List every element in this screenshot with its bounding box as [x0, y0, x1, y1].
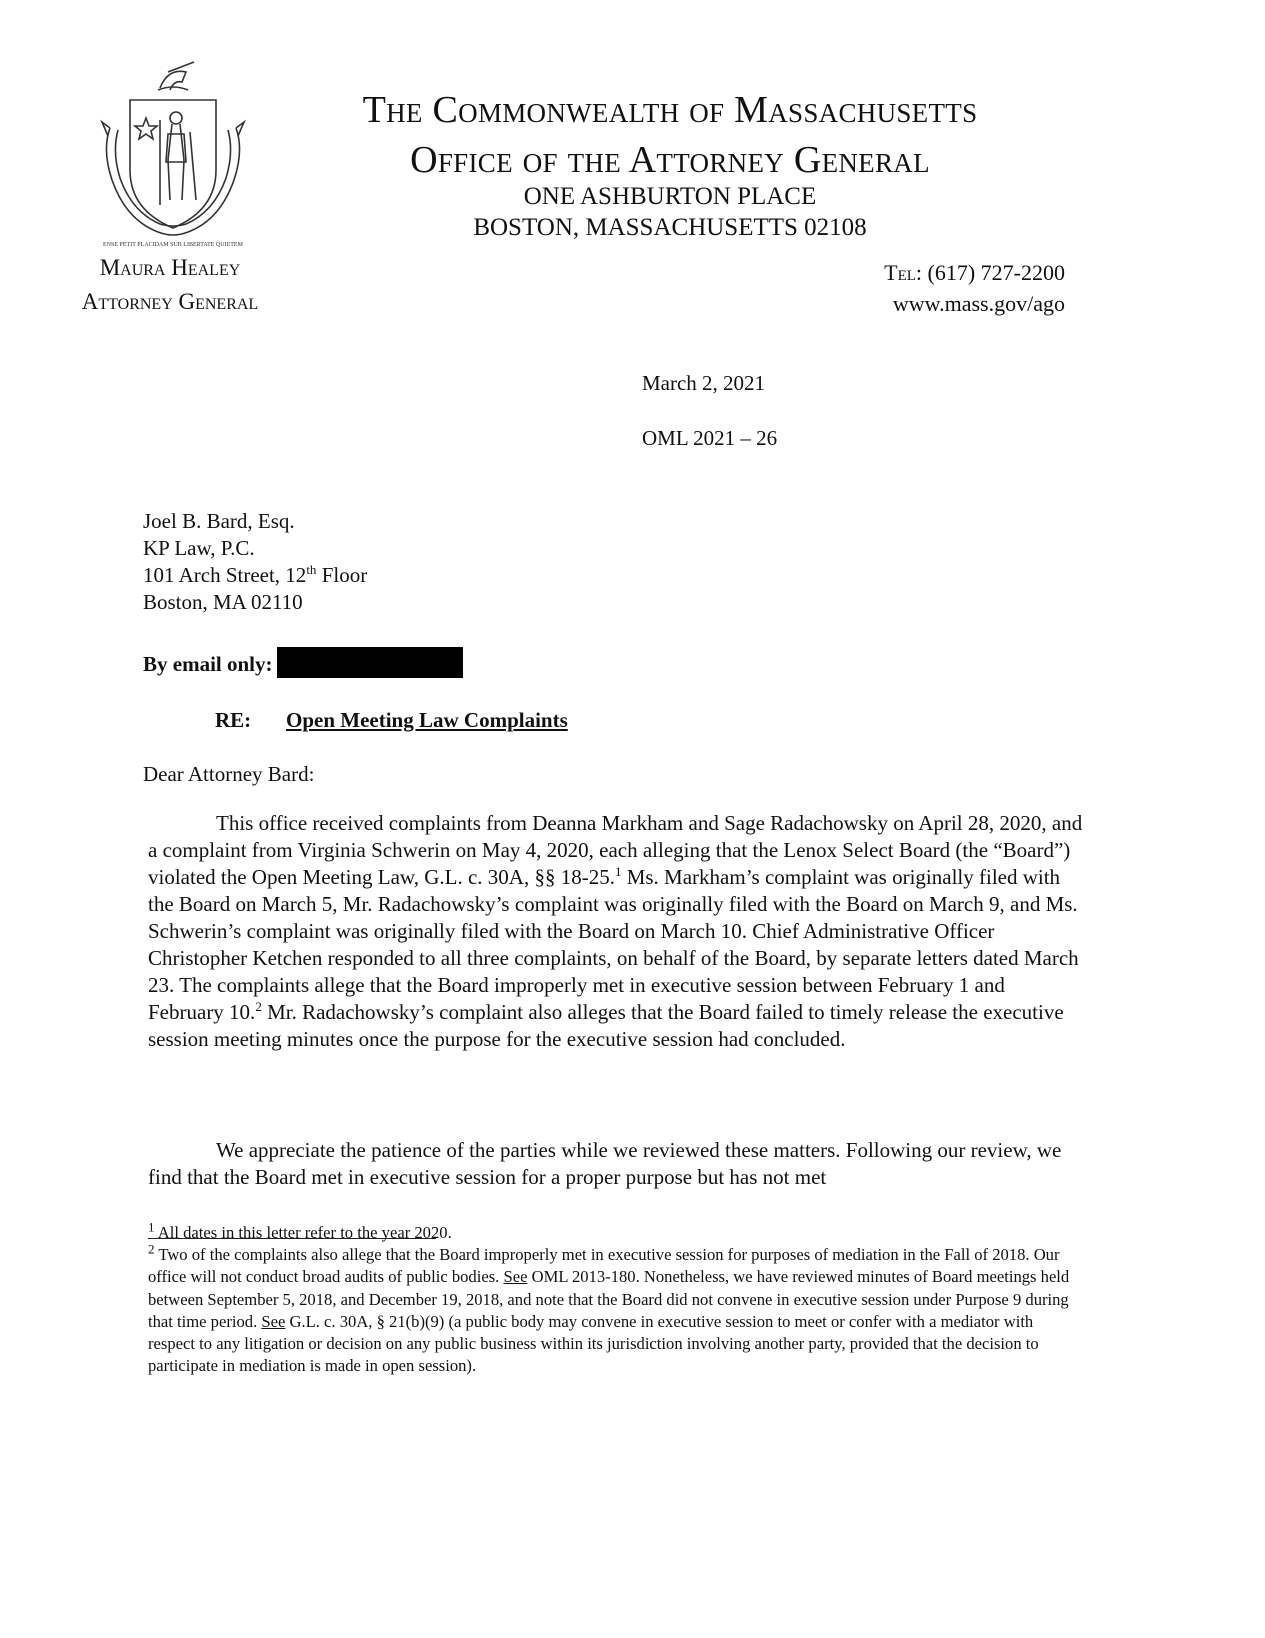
- re-subject: Open Meeting Law Complaints: [286, 708, 568, 732]
- redacted-email: [277, 647, 463, 678]
- recipient-address: [143, 508, 367, 616]
- oml-number: OML 2021 – 26: [642, 426, 778, 450]
- attorney-name: Maura Healey: [99, 255, 241, 280]
- letter-date: March 2, 2021: [642, 371, 766, 395]
- massachusetts-seal-icon: [98, 60, 248, 250]
- header-address-city: BOSTON, MASSACHUSETTS 02108: [473, 214, 867, 241]
- header-office: Office of the Attorney General: [410, 139, 930, 181]
- by-email-label: By email only:: [143, 652, 273, 676]
- salutation: Dear Attorney Bard:: [143, 762, 315, 786]
- website: www.mass.gov/ago: [892, 291, 1065, 316]
- recipient-city: Boston, MA 02110: [143, 590, 303, 614]
- body-paragraph-2: We appreciate the patience of the parties while we reviewed these matters. Following our review, we find that the Board met in executive session for a proper purpose but has not met: [148, 1138, 1062, 1189]
- telephone: [884, 260, 1065, 286]
- body-paragraph-1: This office received complaints from Deanna Markham and Sage Radachowsky on April 28, 2020, and a complaint from Virginia Schwerin on May 4, 2020, each alleging that the Lenox Select Board (the “Board”) violated the Open Meeting Law, G.L. c. 30A, §§ 18-25.$^1$ Ms. Markham’s complaint was originally filed with the Board on March 5, Mr. Radachowsky’s complaint was originally filed with the Board on March 9, and Ms. Schwerin’s complaint was originally filed with the Board on March 10. Chief Administrative Officer Christopher Ketchen responded to all three complaints, on behalf of the Board, by separate letters dated March 23. The complaints allege that the Board improperly met in executive session between February 1 and February 10.$^2$ Mr. Radachowsky’s complaint also alleges that the Board failed to timely release the executive session meeting minutes once the purpose for the executive session had concluded.: [148, 811, 1083, 1051]
- recipient-firm: KP Law, P.C.: [143, 536, 255, 560]
- footnote-ref-1: 1: [614, 864, 622, 879]
- header-address-street: ONE ASHBURTON PLACE: [523, 183, 817, 210]
- footnote-1: $^1$ All dates in this letter refer to the year 2020.: [148, 1219, 452, 1242]
- recipient-name: Joel B. Bard, Esq.: [143, 509, 295, 533]
- re-label: RE:: [215, 708, 252, 732]
- attorney-title: Attorney General: [81, 289, 259, 314]
- tel-label: Tel:: [884, 260, 923, 285]
- footnote-ref-2: 2: [255, 999, 262, 1014]
- tel-number: (617) 727-2200: [927, 260, 1065, 285]
- svg-text:ENSE PETIT PLACIDAM SUB LIBERT: ENSE PETIT PLACIDAM SUB LIBERTATE QUIETEM: [103, 242, 243, 248]
- commonwealth-seal: [98, 60, 248, 250]
- by-email-line: [143, 647, 463, 678]
- header-commonwealth: The Commonwealth of Massachusetts: [362, 89, 978, 131]
- recipient-street: 101 Arch Street, 12th Floor: [143, 562, 368, 587]
- footnote-2: $^2$ Two of the complaints also allege that the Board improperly met in executive session for purposes of mediation in the Fall of 2018. Our office will not conduct broad audits of public bodies. See OML 2013-180. Nonetheless, we have reviewed minutes of Board meetings held between September 5, 2018, and December 19, 2018, and note that the Board did not convene in executive session under Purpose 9 during that time period. See G.L. c. 30A, § 21(b)(9) (a public body may convene in executive session to meet or confer with a mediator with respect to any litigation or decision on any public business within its jurisdiction involving another party, provided that the decision to participate in mediation is made in open session).: [148, 1241, 1070, 1376]
